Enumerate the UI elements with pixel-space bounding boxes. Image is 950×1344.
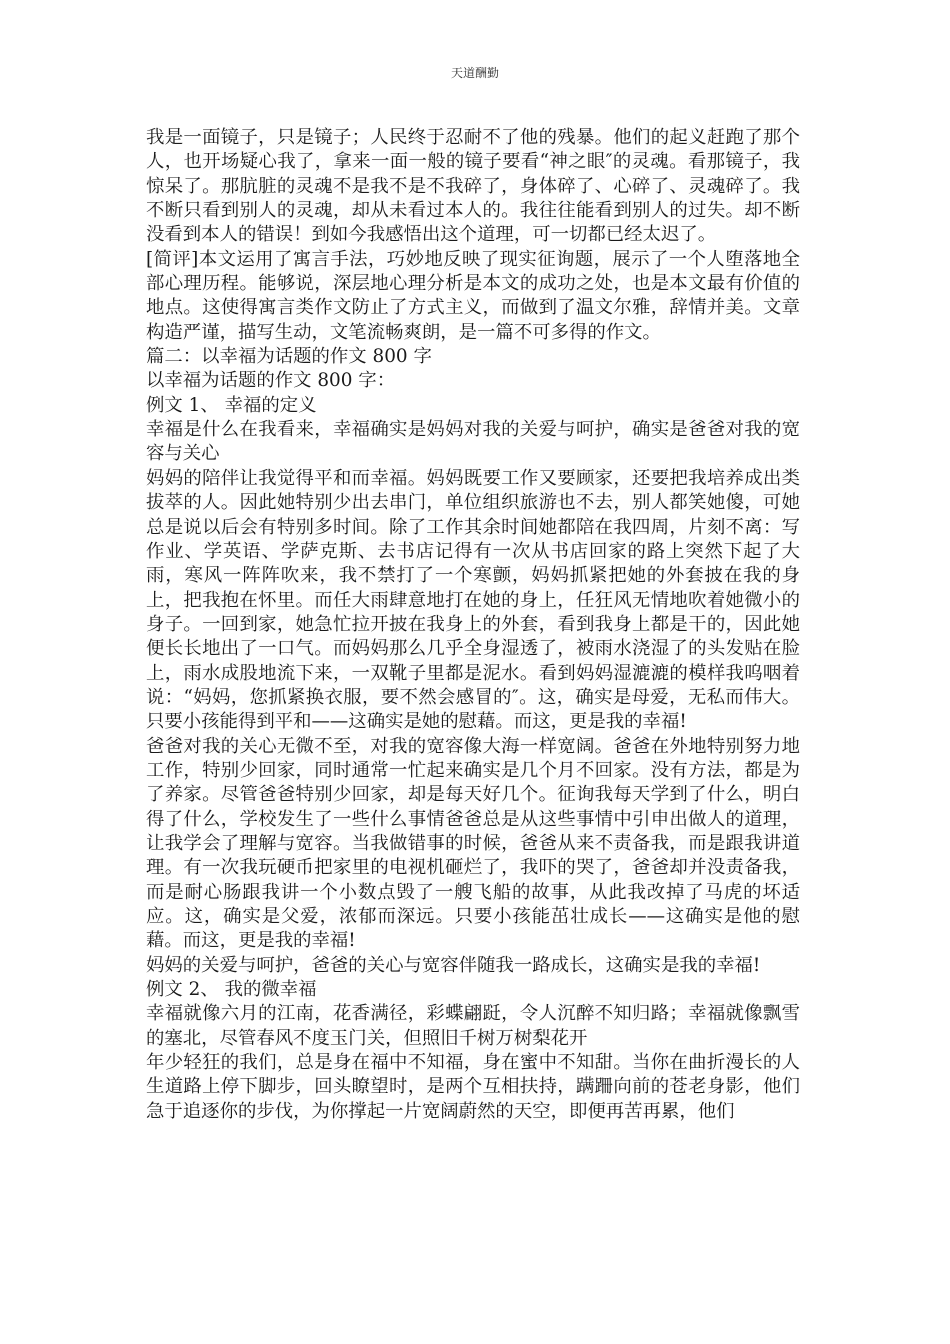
- paragraph-father: 爸爸对我的关心无微不至，对我的宽容像大海一样宽阔。爸爸在外地特别努力地工作，特别少回家，同时通常一忙起来确实是几个月不回家。没有方法，都是为了养家。尽管爸爸特别少回家，却是每天好几个。征询我每天学到了什么，明白得了什么，学校发生了一些什么事情爸爸总是从这些事情中引申出做人的道理，让我学会了理解与宽容。当我做错事的时候，爸爸从来不责备我，而是跟我讲道理。有一次我玩硬币把家里的电视机砸烂了，我吓的哭了，爸爸却并没责备我，而是耐心肠跟我讲一个小数点毁了一艘飞船的故事，从此我改掉了马虎的坏适应。这，确实是父爱，浓郁而深远。只要小孩能茁壮成长——这确实是他的慰藉。而这，更是我的幸福!: [146, 735, 800, 952]
- page-header: 天道酬勤: [450, 66, 499, 80]
- paragraph-happiness-metaphor: 幸福就像六月的江南，花香满径，彩蝶翩跹，令人沉醉不知归路；幸福就像飘雪的塞北，尽管春风不度玉门关，但照旧千树万树梨花开: [146, 1003, 800, 1049]
- paragraph-mother: 妈妈的陪伴让我觉得平和而幸福。妈妈既要工作又要顾家，还要把我培养成出类拔萃的人。因此她特别少出去串门，单位组织旅游也不去，别人都笑她傻，可她总是说以后会有特别多时间。除了工作其余时间她都陪在我四周，片刻不离：写作业、学英语、学萨克斯、去书店记得有一次从书店回家的路上突然下起了大雨，寒风一阵阵吹来，我不禁打了一个寒颤，妈妈抓紧把她的外套披在我的身上，把我抱在怀里。而任大雨肆意地打在她的身上，任狂风无情地吹着她微小的身子。一回到家，她急忙拉开披在我身上的外套，看到我身上都是干的，因此她便长长地出了一口气。而妈妈那么几乎全身湿透了，被雨水浇湿了的头发贴在脸上，雨水成股地流下来，一双靴子里都是泥水。看到妈妈湿漉漉的模样我呜咽着说：“妈妈，您抓紧换衣服，要不然会感冒的″。这，确实是母爱，无私而伟大。只要小孩能得到平和——这确实是她的慰藉。而这，更是我的幸福!: [146, 467, 800, 733]
- example-heading-2: 例文 2、 我的微幸福: [146, 979, 317, 1001]
- paragraph-youth: 年少轻狂的我们，总是身在福中不知福，身在蜜中不知甜。当你在曲折漫长的人生道路上停下脚步，回头瞭望时，是两个互相扶持，蹒跚向前的苍老身影，他们急于追逐你的步伐，为你撑起一片宽阔蔚然的天空，即便再苦再累，他们: [146, 1052, 800, 1122]
- paragraph-review: [简评]本文运用了寓言手法，巧妙地反映了现实征询题，展示了一个人堕落地全部心理历程。能够说，深层地心理分析是本文的成功之处，也是本文最有价值的地点。这使得寓言类作文防止了方式主义，而做到了温文尔雅，辞情并美。文章构造严谨，描写生动，文笔流畅爽朗，是一篇不可多得的作文。: [146, 248, 800, 343]
- document-body: [146, 126, 800, 1124]
- essay-subtitle: 以幸福为话题的作文 800 字：: [146, 370, 396, 392]
- paragraph-definition: 幸福是什么在我看来，幸福确实是妈妈对我的关爱与呵护，确实是爸爸对我的宽容与关心: [146, 419, 800, 465]
- paragraph-mirror-story: 我是一面镜子，只是镜子；人民终于忍耐不了他的残暴。他们的起义赶跑了那个人，也开场疑心我了，拿来一面一般的镜子要看“神之眼″的灵魂。看那镜子，我惊呆了。那肮脏的灵魂不是我不是不我碎了，身体碎了、心碎了、灵魂碎了。我不断只看到别人的灵魂，却从未看过本人的。我往往能看到别人的过失。却不断没看到本人的错误！到如今我感悟出这个道理，可一切都已经太迟了。: [146, 127, 800, 246]
- section-heading: 篇二：以幸福为话题的作文 800 字: [146, 346, 432, 368]
- paragraph-conclusion: 妈妈的关爱与呵护，爸爸的关心与宽容伴随我一路成长，这确实是我的幸福!: [146, 954, 761, 976]
- example-heading-1: 例文 1、 幸福的定义: [146, 394, 317, 416]
